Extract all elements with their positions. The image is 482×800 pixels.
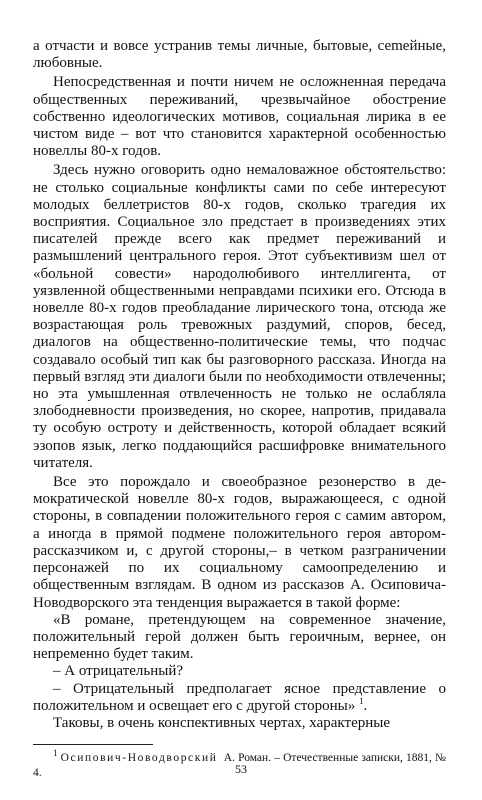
footnote-divider (33, 744, 153, 745)
paragraph-last: Таковы, в очень конспективных чертах, характерные (53, 714, 390, 731)
page-number: 53 (235, 762, 247, 776)
dialogue-line-2: – Отрицательный предполагает ясное представление о положительном и освещает его с другой стороны» $^1$. (33, 680, 446, 714)
dialogue-line-1: – А отрицательный? (53, 663, 184, 680)
paragraph-2: Непосредственная и почти ничем не осложненная передача общественных переживаний, чрезвычайное обострение собственно идеологических мотивов, социальная лирика в ее чистом виде – вот что становится характерной особенностью новеллы 80-х годов. (33, 74, 446, 160)
footnote-reference[interactable]: 1 (358, 695, 364, 706)
quote-paragraph: «В романе, претендующем на современное значение, положительный герой должен быть героичным, вернее, он непременно будет таким. (33, 611, 446, 663)
page-body (33, 38, 446, 780)
dialogue-line-2-text: – Отрицательный предполагает ясное представление о положительном и освещает его с другой стороны» (33, 680, 446, 714)
paragraph-4: Все это порождало и своеобразное резонерство в демократической новелле 80-х годов, выражающееся, с одной стороны, в совпадении положительного героя с самим автором, а иногда в прямой подмене положительного героя автором-рассказчиком и, с другой стороны,– в четком разграничении персонажей по их социальному самоопределению и общественным взглядам. В одном из рассказов А. Осиповича-Новодворского эта тенденция выражается в такой форме: (33, 474, 446, 611)
footnote-text: А. Роман. – Отечественные записки, 1881, № 4. (33, 752, 447, 779)
footnote-author: Осипович-Новодворский (60, 752, 218, 765)
paragraph-3: Здесь нужно оговорить одно немаловажное обстоятельство: не столько социальные конфликты сами по себе интересуют молодых беллетристов 80-х годов, сколько трагедия их восприятия. Социальное зло предстает в произведениях этих писателей прежде всего как предмет переживаний и размышлений центрального героя. Этот субъективизм шел от «больной совести» народолюбивого интеллигента, от уязвленной общественными неправдами психики его. Отсюда в новелле 80-х годов преобладание лирического тона, отсюда же возрастающая роль тревожных раздумий, споров, бесед, диалогов на общественно-политические темы, что подчас создавало особый тип как бы разговорного рассказа. Иногда на первый взгляд эти диалоги были по необходимости отвлеченны; но эта умышленная отвлеченность не только не ослабляла злободневности произведения, но скорее, напротив, придавала ту особую остроту и действенность, которой обладает всякий эзопов язык, легко поддающийся расшифровке внимательного читателя. (33, 162, 446, 471)
paragraph-1: а отчасти и вовсе устранив темы личные, бытовые, сеmейные, любовные. (33, 38, 446, 72)
footnote-number: 1 (53, 748, 58, 759)
